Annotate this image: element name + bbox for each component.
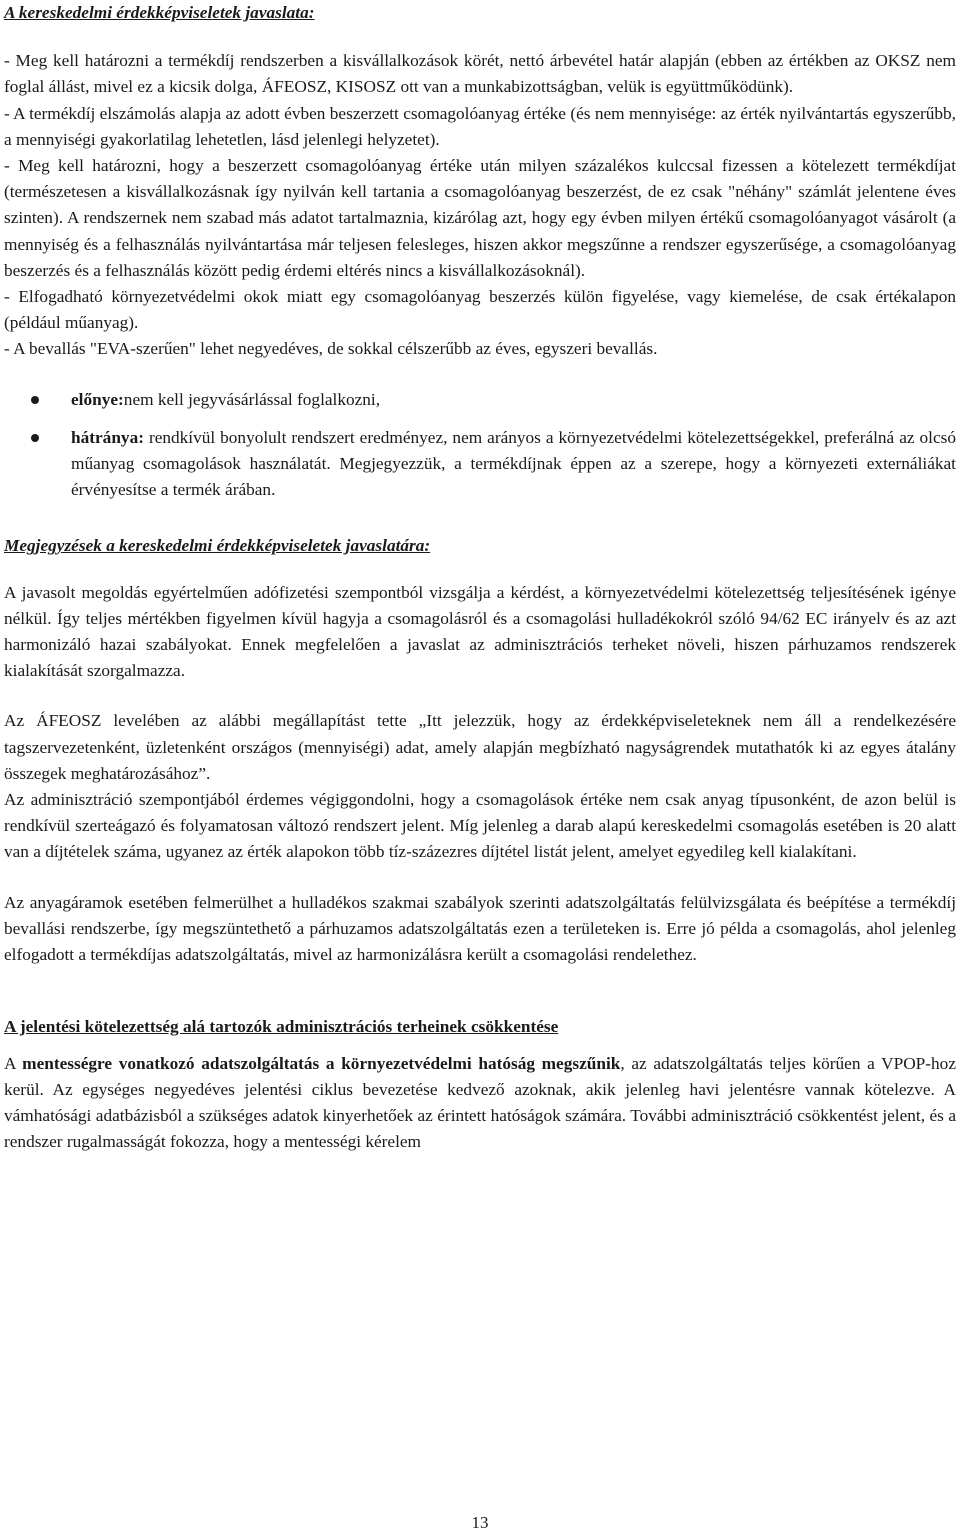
proposal-item: - A termékdíj elszámolás alapja az adott évben beszerzett csomagolóanyag értéke (és nem mennyisége: az érték nyilvántartás egyszerűbb, a mennyiségi gyakorlatilag lehetetlen, lásd jelenlegi helyzetet). [4,103,956,149]
section-heading-proposal: A kereskedelmi érdekképviseletek javaslata: [4,3,315,22]
body-paragraph: Az adminisztráció szempontjából érdemes végiggondolni, hogy a csomagolások értéke nem csak anyag típusonként, de azon belül is rendkívül szerteágazó és folyamatosan változó rendszert jelent. Míg jelenleg a darab alapú kereskedelmi csomagolás esetében is 20 alatt van a díjtételek száma, ugyanez az érték alapokon több tíz-százezres díjtétel listát jelent, amelyet egyedileg kell kialakítani. [4,790,956,862]
pros-cons-list [4,387,956,504]
proposal-item: - Meg kell határozni a termékdíj rendszerben a kisvállalkozások körét, nettó árbevétel határ alapján (ebben az értékben az OKSZ nem foglal állást, mivel ez a kicsik dolga, ÁFEOSZ, KISOSZ ott van a munkabizottságban, velük is együttműködünk). [4,51,956,97]
body-paragraph: Az ÁFEOSZ levelében az alábbi megállapítást tette „Itt jelezzük, hogy az érdekképviseleteknek nem áll a rendelkezésére tagszervezetenként, üzletenként országos (mennyiségi) adat, amely alapján megbízható nagyságrendek mutathatók ki az egyes átalány összegek meghatározásához”. [4,711,956,783]
proposal-item: - Meg kell határozni, hogy a beszerzett csomagolóanyag értéke után milyen százalékos kulccsal fizessen a kötelezett termékdíjat (természetesen a kisvállalkozásnak így nyilván kell tartania a csomagolóanyag beszerzést, de ez csak "néhány" számlát jelentene éves szinten). A rendszernek nem szabad más adatot tartalmaznia, kizárólag azt, hogy egy évben milyen értékű csomagolóanyagot vásárolt (a mennyiség és a felhasználás nyilvántartása már teljesen felesleges, hiszen akkor megszűnne a rendszer egyszerűsége, a csomagolóanyag beszerzés és a felhasználás között pedig érdemi eltérés nincs a kisvállalkozásoknál). [4,156,956,280]
page-number: 13 [471,1513,489,1532]
proposal-item: - Elfogadható környezetvédelmi okok miatt egy csomagolóanyag beszerzés külön figyelése, vagy kiemelése, de csak értékalapon (például műanyag). [4,287,956,333]
advantage-text: nem kell jegyvásárlással foglalkozni, [123,389,381,409]
advantage-label: előnye: [71,389,124,409]
disadvantage-text: rendkívül bonyolult rendszert eredményez, nem arányos a környezetvédelmi kötelezettségekkel, preferálná az olcsó műanyag csomagolások használatát. Megjegyezzük, a termékdíjnak éppen az a szerepe, hogy a környezeti externáliákat érvényesítse a termék árában. [71,427,956,500]
bullet-dot-icon [31,396,39,404]
section-heading-notes: Megjegyzések a kereskedelmi érdekképviseletek javaslatára: [4,536,431,556]
section-heading-reporting: A jelentési kötelezettség alá tartozók adminisztrációs terheinek csökkentése [4,1017,559,1037]
disadvantage-label: hátránya: [71,427,144,447]
proposal-item: - A bevallás "EVA-szerűen" lehet negyedéves, de sokkal célszerűbb az éves, egyszeri bevallás. [4,339,658,359]
body-paragraph: A javasolt megoldás egyértelműen adófizetési szempontból vizsgálja a kérdést, a környezetvédelmi kötelezettség teljesítésének igénye nélkül. Így teljes mértékben figyelmen kívül hagyja a csomagolásról és a csomagolási hulladékokról szóló 94/62 EC irányelv és az azt harmonizáló hazai szabályokat. Ennek megfelelően a javaslat az adminisztrációs terheket növeli, hiszen párhuzamos rendszerek kialakítását szorgalmazza. [4,582,956,681]
body-paragraph-last [4,1051,956,1156]
last-paragraph-bold: mentességre vonatkozó adatszolgáltatás a környezetvédelmi hatóság megszűnik [22,1053,621,1073]
bullet-advantage [71,387,956,413]
last-paragraph-suffix: , az adatszolgáltatás teljes körűen a VPOP-hoz kerül. Az egységes negyedéves jelentési ciklus bevezetése kedvező azoknak, akik jelenleg havi jelentésre vannak kötelezve. A vámhatósági adatbázisból a szükséges adatok kinyerhetőek az érintett hatóságok számára. További adminisztráció csökkentést jelent, és a rendszer rugalmasságát fokozza, hogy a mentességi kérelem [4,1053,956,1152]
bullet-disadvantage [71,425,956,504]
proposal-list [4,48,956,362]
last-paragraph-prefix: A [4,1053,23,1073]
bullet-dot-icon [31,434,39,442]
document-page [4,0,956,1155]
body-paragraph: Az anyagáramok esetében felmerülhet a hulladékos szakmai szabályok szerinti adatszolgáltatás felülvizsgálata és beépítése a termékdíj bevallási rendszerbe, így megszüntethető a párhuzamos adatszolgáltatás ezen a területeken is. Erre jó példa a csomagolás, ahol jelenleg elfogadott a termékdíjas adatszolgáltatás, mivel az harmonizálásra került a csomagolási rendelethez. [4,892,956,965]
